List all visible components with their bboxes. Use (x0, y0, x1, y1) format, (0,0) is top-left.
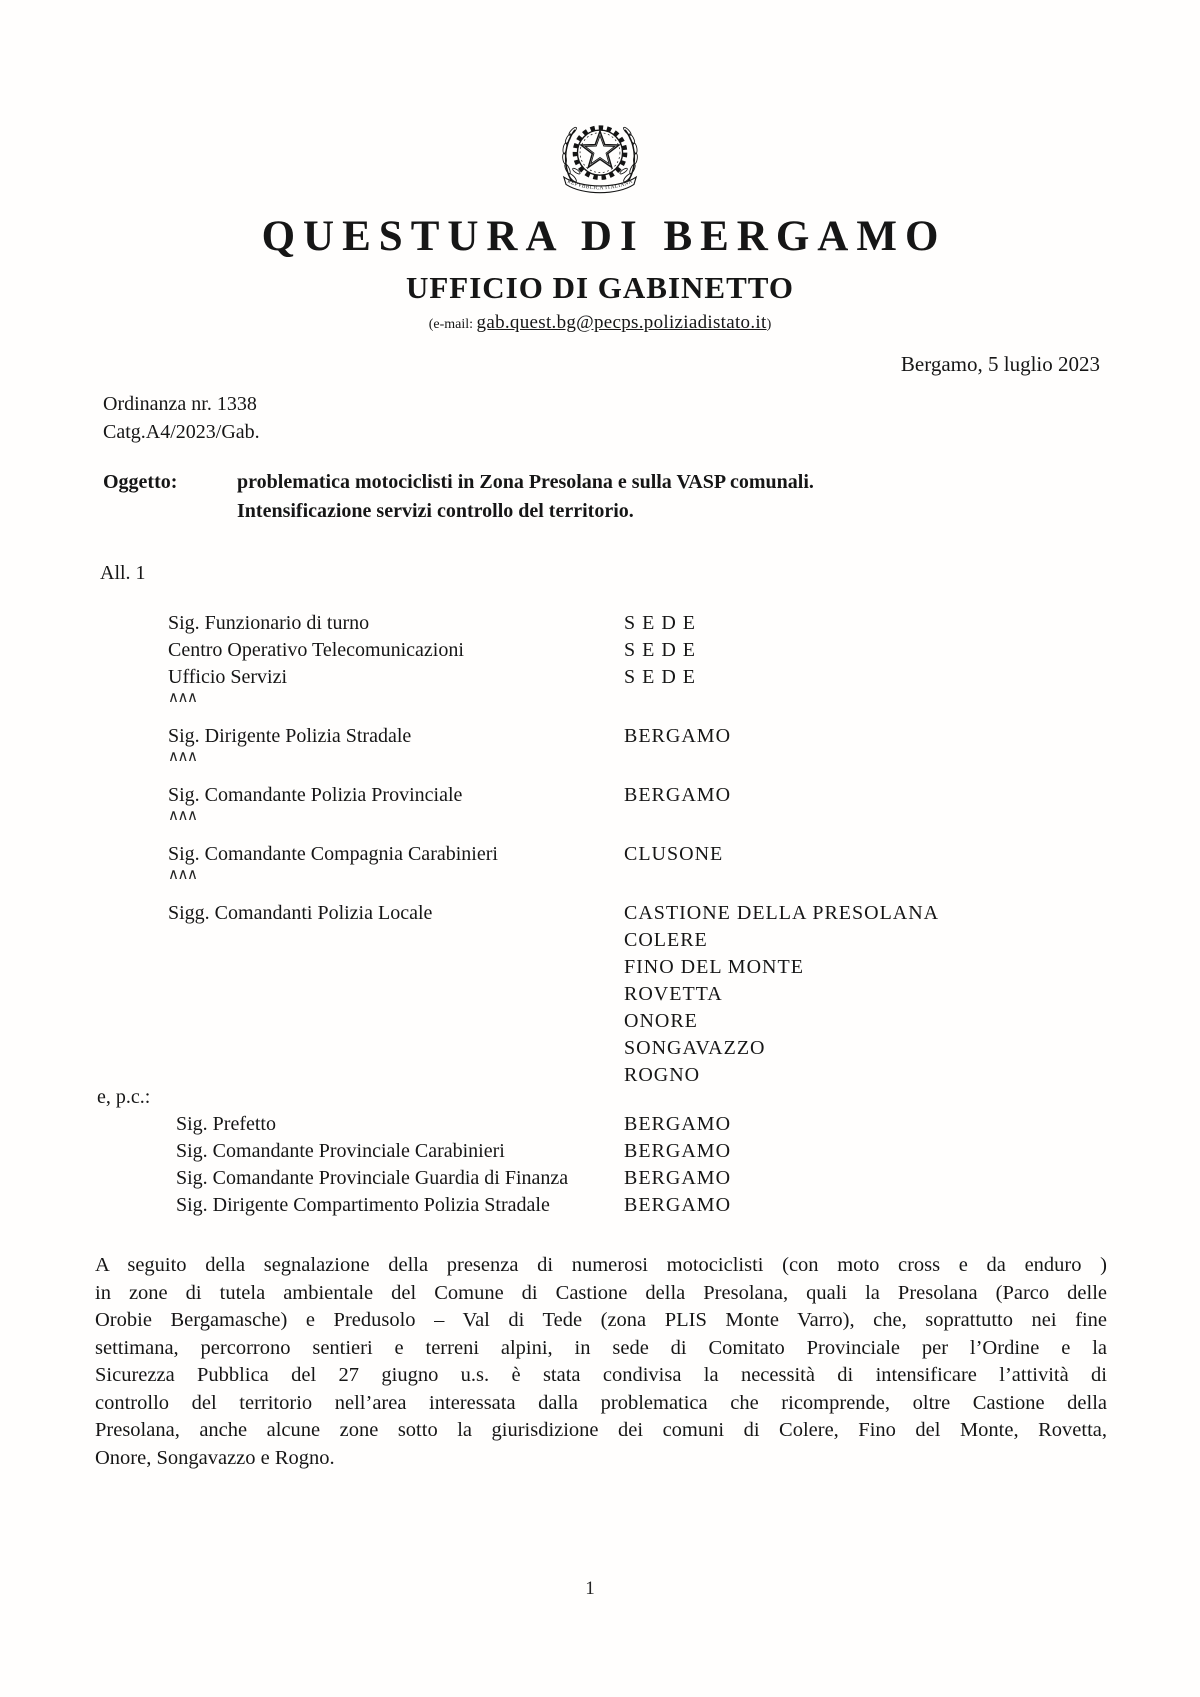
recipient-place-row (0, 929, 1200, 956)
recipient-place: COLERE (624, 929, 708, 951)
recipient-place-row (0, 1010, 1200, 1037)
recipient-name: Sig. Comandante Polizia Provinciale (168, 784, 463, 806)
emblem-banner-text: REPVBBLICA ITALIANA (566, 178, 634, 192)
recipient-name: Sig. Comandante Provinciale Carabinieri (176, 1140, 505, 1162)
body-line: settimana, percorrono sentieri e terreni alpini, in sede di Comitato Provinciale per l’Ordine e la (95, 1336, 1107, 1359)
body-line: Onore, Songavazzo e Rogno. (95, 1446, 335, 1469)
caret-mark: ∧∧∧ (168, 867, 197, 883)
recipient-place: S E D E (624, 639, 696, 661)
recipient-place: BERGAMO (624, 1113, 732, 1135)
recipient-row (0, 612, 1200, 639)
subject-block (103, 468, 1103, 525)
body-line: controllo del territorio nell’area interessata dalla problematica che ricomprende, oltre Castione della (95, 1391, 1107, 1414)
subject-line-2: Intensificazione servizi controllo del territorio. (237, 499, 634, 522)
body-line: Orobie Bergamasche) e Predusolo – Val di Tede (zona PLIS Monte Varro), che, soprattutto nei fine (95, 1309, 1107, 1331)
cc-row (0, 1140, 1200, 1167)
attachments-note: All. 1 (100, 562, 146, 584)
ordinance-number: Ordinanza nr. 1338 (103, 393, 257, 415)
body-paragraph (95, 1252, 1107, 1472)
recipient-name: Sig. Funzionario di turno (168, 612, 370, 634)
subject-text (237, 468, 814, 525)
email-link[interactable]: gab.quest.bg@pecps.poliziadistato.it (476, 312, 767, 333)
caret-mark: ∧∧∧ (168, 690, 197, 706)
subject-line-1: problematica motociclisti in Zona Presolana e sulla VASP comunali. (237, 471, 814, 493)
recipient-name: Sig. Comandante Provinciale Guardia di Finanza (176, 1167, 569, 1189)
office-subtitle: UFFICIO DI GABINETTO (405, 270, 795, 305)
recipient-place: CLUSONE (624, 843, 724, 865)
recipient-name: Sig. Dirigente Compartimento Polizia Stradale (176, 1194, 550, 1216)
recipient-name: Sig. Comandante Compagnia Carabinieri (168, 843, 498, 865)
italian-republic-emblem-icon (552, 104, 648, 222)
recipient-place: SONGAVAZZO (624, 1037, 766, 1059)
category-number: Catg.A4/2023/Gab. (103, 421, 260, 443)
recipient-row (0, 902, 1200, 929)
recipient-place: S E D E (624, 666, 696, 688)
recipient-name: Sig. Prefetto (176, 1113, 276, 1135)
recipient-row (0, 639, 1200, 666)
institution-title: QUESTURA DI BERGAMO (261, 213, 947, 260)
recipient-place: BERGAMO (624, 1167, 732, 1189)
recipient-place: BERGAMO (624, 784, 732, 806)
caret-mark: ∧∧∧ (168, 808, 197, 824)
recipient-place: BERGAMO (624, 1194, 732, 1216)
body-line: Presolana, anche alcune zone sotto la giurisdizione dei comuni di Colere, Fino del Monte, Rovetta, (95, 1419, 1107, 1441)
body-line: in zone di tutela ambientale del Comune di Castione della Presolana, quali la Presolana (Parco delle (95, 1281, 1107, 1304)
cc-label-row (0, 1086, 1200, 1113)
email-suffix-label: ) (766, 317, 772, 332)
recipient-place: ROVETTA (624, 983, 723, 1005)
caret-row (0, 867, 1200, 892)
recipient-place: FINO DEL MONTE (624, 956, 804, 978)
cc-list (0, 1086, 1200, 1221)
caret-mark: ∧∧∧ (168, 749, 197, 765)
cc-row (0, 1113, 1200, 1140)
caret-row (0, 749, 1200, 774)
caret-row (0, 690, 1200, 715)
caret-row (0, 808, 1200, 833)
recipient-place: ONORE (624, 1010, 698, 1032)
cc-row (0, 1167, 1200, 1194)
recipient-place-row (0, 983, 1200, 1010)
body-line: A seguito della segnalazione della presenza di numerosi motociclisti (con moto cross e da enduro ) (95, 1254, 1107, 1276)
recipient-name: Ufficio Servizi (168, 666, 288, 688)
email-prefix-label: (e-mail: (428, 317, 474, 332)
subject-label: Oggetto: (103, 471, 178, 493)
recipient-place: S E D E (624, 612, 696, 634)
recipient-place: BERGAMO (624, 725, 732, 747)
dateline: Bergamo, 5 luglio 2023 (900, 352, 1100, 376)
recipient-place: BERGAMO (624, 1140, 732, 1162)
recipient-name: Sigg. Comandanti Polizia Locale (168, 902, 433, 924)
protocol-block (103, 390, 260, 446)
recipient-name: Sig. Dirigente Polizia Stradale (168, 725, 412, 747)
cc-row (0, 1194, 1200, 1221)
cc-label: e, p.c.: (97, 1086, 151, 1108)
recipient-place: CASTIONE DELLA PRESOLANA (624, 902, 940, 924)
body-line: Sicurezza Pubblica del 27 giugno u.s. è stata condivisa la necessità di intensificare l’attività di (95, 1364, 1107, 1386)
email-line (0, 312, 1200, 334)
recipient-place-row (0, 956, 1200, 983)
page-number: 1 (585, 1578, 595, 1599)
recipient-name: Centro Operativo Telecomunicazioni (168, 639, 464, 661)
recipient-place-row (0, 1037, 1200, 1064)
recipients-list (0, 612, 1200, 1091)
recipient-place: ROGNO (624, 1064, 701, 1086)
